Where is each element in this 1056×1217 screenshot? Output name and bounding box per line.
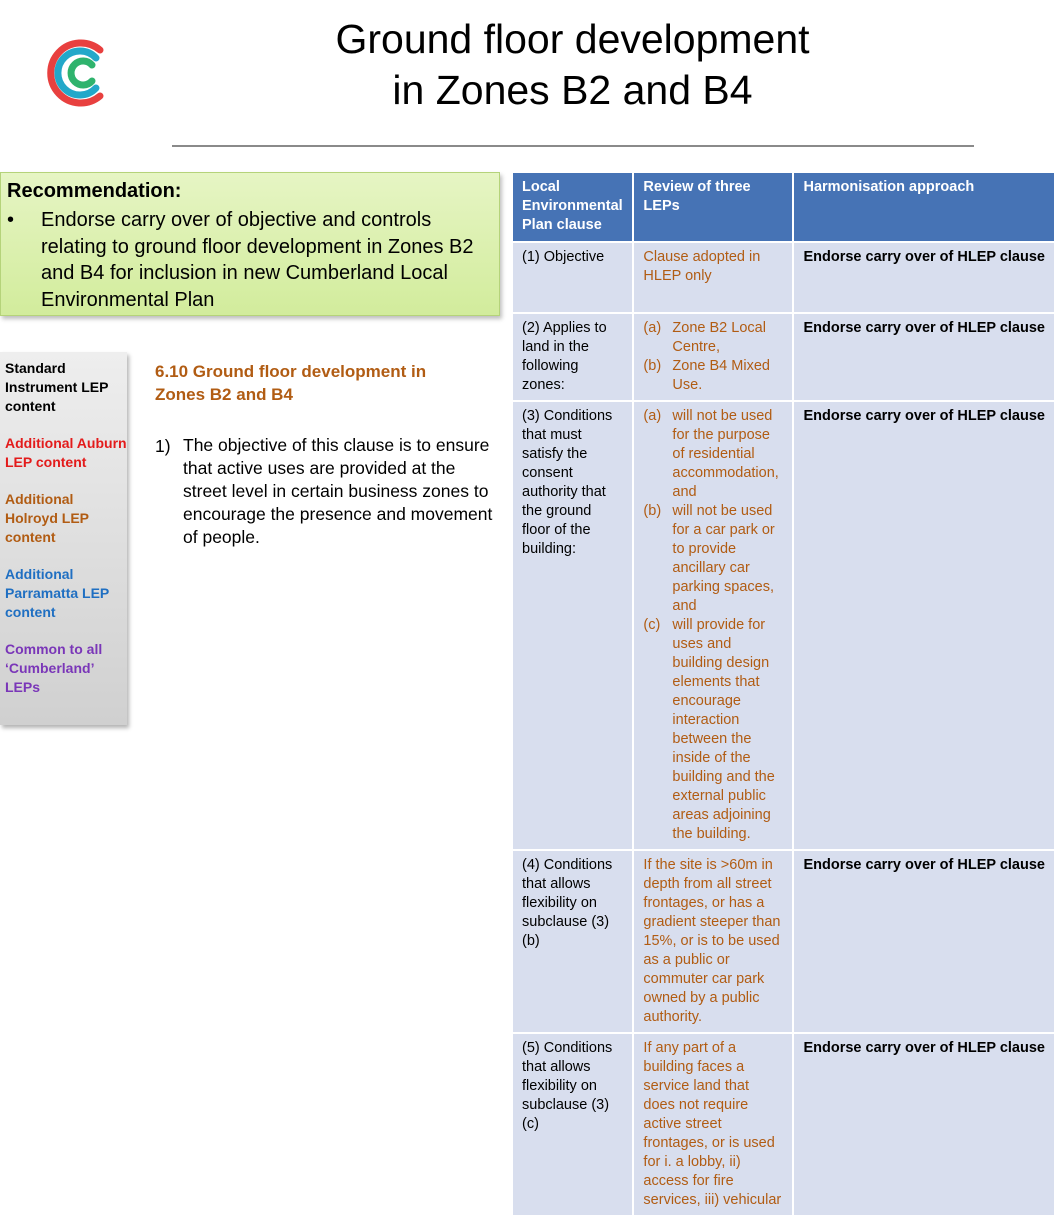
table-row bbox=[512, 401, 1055, 850]
harmonisation-cell: Endorse carry over of HLEP clause bbox=[793, 313, 1055, 401]
clause-cell: (4) Conditions that allows flexibility on subclause (3)(b) bbox=[512, 850, 633, 1033]
legend-item-holroyd: Additional Holroyd LEP content bbox=[5, 491, 89, 545]
legend-item-common: Common to all ‘Cumberland’ LEPs bbox=[5, 641, 103, 695]
review-cell bbox=[633, 313, 793, 401]
logo-green-arc bbox=[71, 61, 92, 85]
table-row bbox=[512, 242, 1055, 313]
recommendation-box bbox=[0, 172, 500, 316]
harmonisation-cell: Endorse carry over of HLEP clause bbox=[793, 1033, 1055, 1216]
clause-cell: (3) Conditions that must satisfy the consent authority that the ground floor of the building: bbox=[512, 401, 633, 850]
recommendation-heading: Recommendation: bbox=[7, 180, 182, 202]
review-list-item bbox=[643, 357, 783, 395]
list-text: will not be used for the purpose of residential accommodation, and bbox=[672, 408, 779, 500]
table-header-row bbox=[512, 172, 1055, 242]
content-legend bbox=[0, 352, 127, 725]
bullet-icon: • bbox=[7, 209, 15, 231]
column-header-clause: Local Environmental Plan clause bbox=[512, 172, 633, 242]
legend-item-standard: Standard Instrument LEP content bbox=[5, 360, 109, 414]
list-key: (b) bbox=[643, 503, 662, 519]
list-text: Zone B2 Local Centre, bbox=[672, 320, 766, 355]
list-key: (a) bbox=[643, 320, 662, 336]
list-text: Zone B4 Mixed Use. bbox=[672, 358, 770, 393]
slide-title bbox=[200, 14, 945, 116]
cumberland-logo bbox=[42, 36, 112, 110]
recommendation-text: Endorse carry over of objective and controls relating to ground floor development in Zones B2 and B4 for inclusion in new Cumberland Local Environmental Plan bbox=[41, 209, 474, 311]
legend-item-parramatta: Additional Parramatta LEP content bbox=[5, 566, 110, 620]
review-list-item bbox=[643, 616, 783, 844]
list-key: (b) bbox=[643, 358, 662, 374]
review-cell bbox=[633, 401, 793, 850]
title-divider bbox=[172, 145, 974, 147]
review-cell: If any part of a building faces a service land that does not require active street frontages, or is used for i. a lobby, ii) access for fire services, iii) vehicular bbox=[633, 1033, 793, 1216]
harmonisation-cell: Endorse carry over of HLEP clause bbox=[793, 850, 1055, 1033]
table-row bbox=[512, 850, 1055, 1033]
table-row bbox=[512, 313, 1055, 401]
list-key: (a) bbox=[643, 408, 662, 424]
list-text: will not be used for a car park or to provide ancillary car parking spaces, and bbox=[672, 503, 775, 614]
review-cell: If the site is >60m in depth from all street frontages, or has a gradient steeper than 15%, or is to be used as a public or commuter car park owned by a public authority. bbox=[633, 850, 793, 1033]
logo-blue-arc bbox=[58, 51, 96, 95]
clause-item-number: 1) bbox=[155, 436, 171, 456]
slide-title-line-2: in Zones B2 and B4 bbox=[392, 67, 753, 113]
clause-title: 6.10 Ground floor development in Zones B2 and B4 bbox=[155, 362, 427, 404]
harmonisation-cell: Endorse carry over of HLEP clause bbox=[793, 401, 1055, 850]
clause-cell: (1) Objective bbox=[512, 242, 633, 313]
column-header-harmonisation: Harmonisation approach bbox=[793, 172, 1055, 242]
clause-cell: (2) Applies to land in the following zones: bbox=[512, 313, 633, 401]
clause-cell: (5) Conditions that allows flexibility on subclause (3)(c) bbox=[512, 1033, 633, 1216]
review-cell: Clause adopted in HLEP only bbox=[633, 242, 793, 313]
table-row bbox=[512, 1033, 1055, 1216]
legend-item-auburn: Additional Auburn LEP content bbox=[5, 435, 127, 470]
lep-review-table bbox=[511, 171, 1056, 1217]
clause-objective-text: The objective of this clause is to ensure that active uses are provided at the street level in certain business zones to encourage the presence and movement of people. bbox=[183, 435, 493, 547]
review-list-item bbox=[643, 502, 783, 616]
review-list-item bbox=[643, 407, 783, 502]
harmonisation-cell: Endorse carry over of HLEP clause bbox=[793, 242, 1055, 313]
list-key: (c) bbox=[643, 617, 661, 633]
column-header-review: Review of three LEPs bbox=[633, 172, 793, 242]
list-text: will provide for uses and building design elements that encourage interaction between the inside of the building and the external public areas adjoining the building. bbox=[672, 617, 775, 842]
review-list-item bbox=[643, 319, 783, 357]
slide-title-line-1: Ground floor development bbox=[335, 16, 810, 62]
